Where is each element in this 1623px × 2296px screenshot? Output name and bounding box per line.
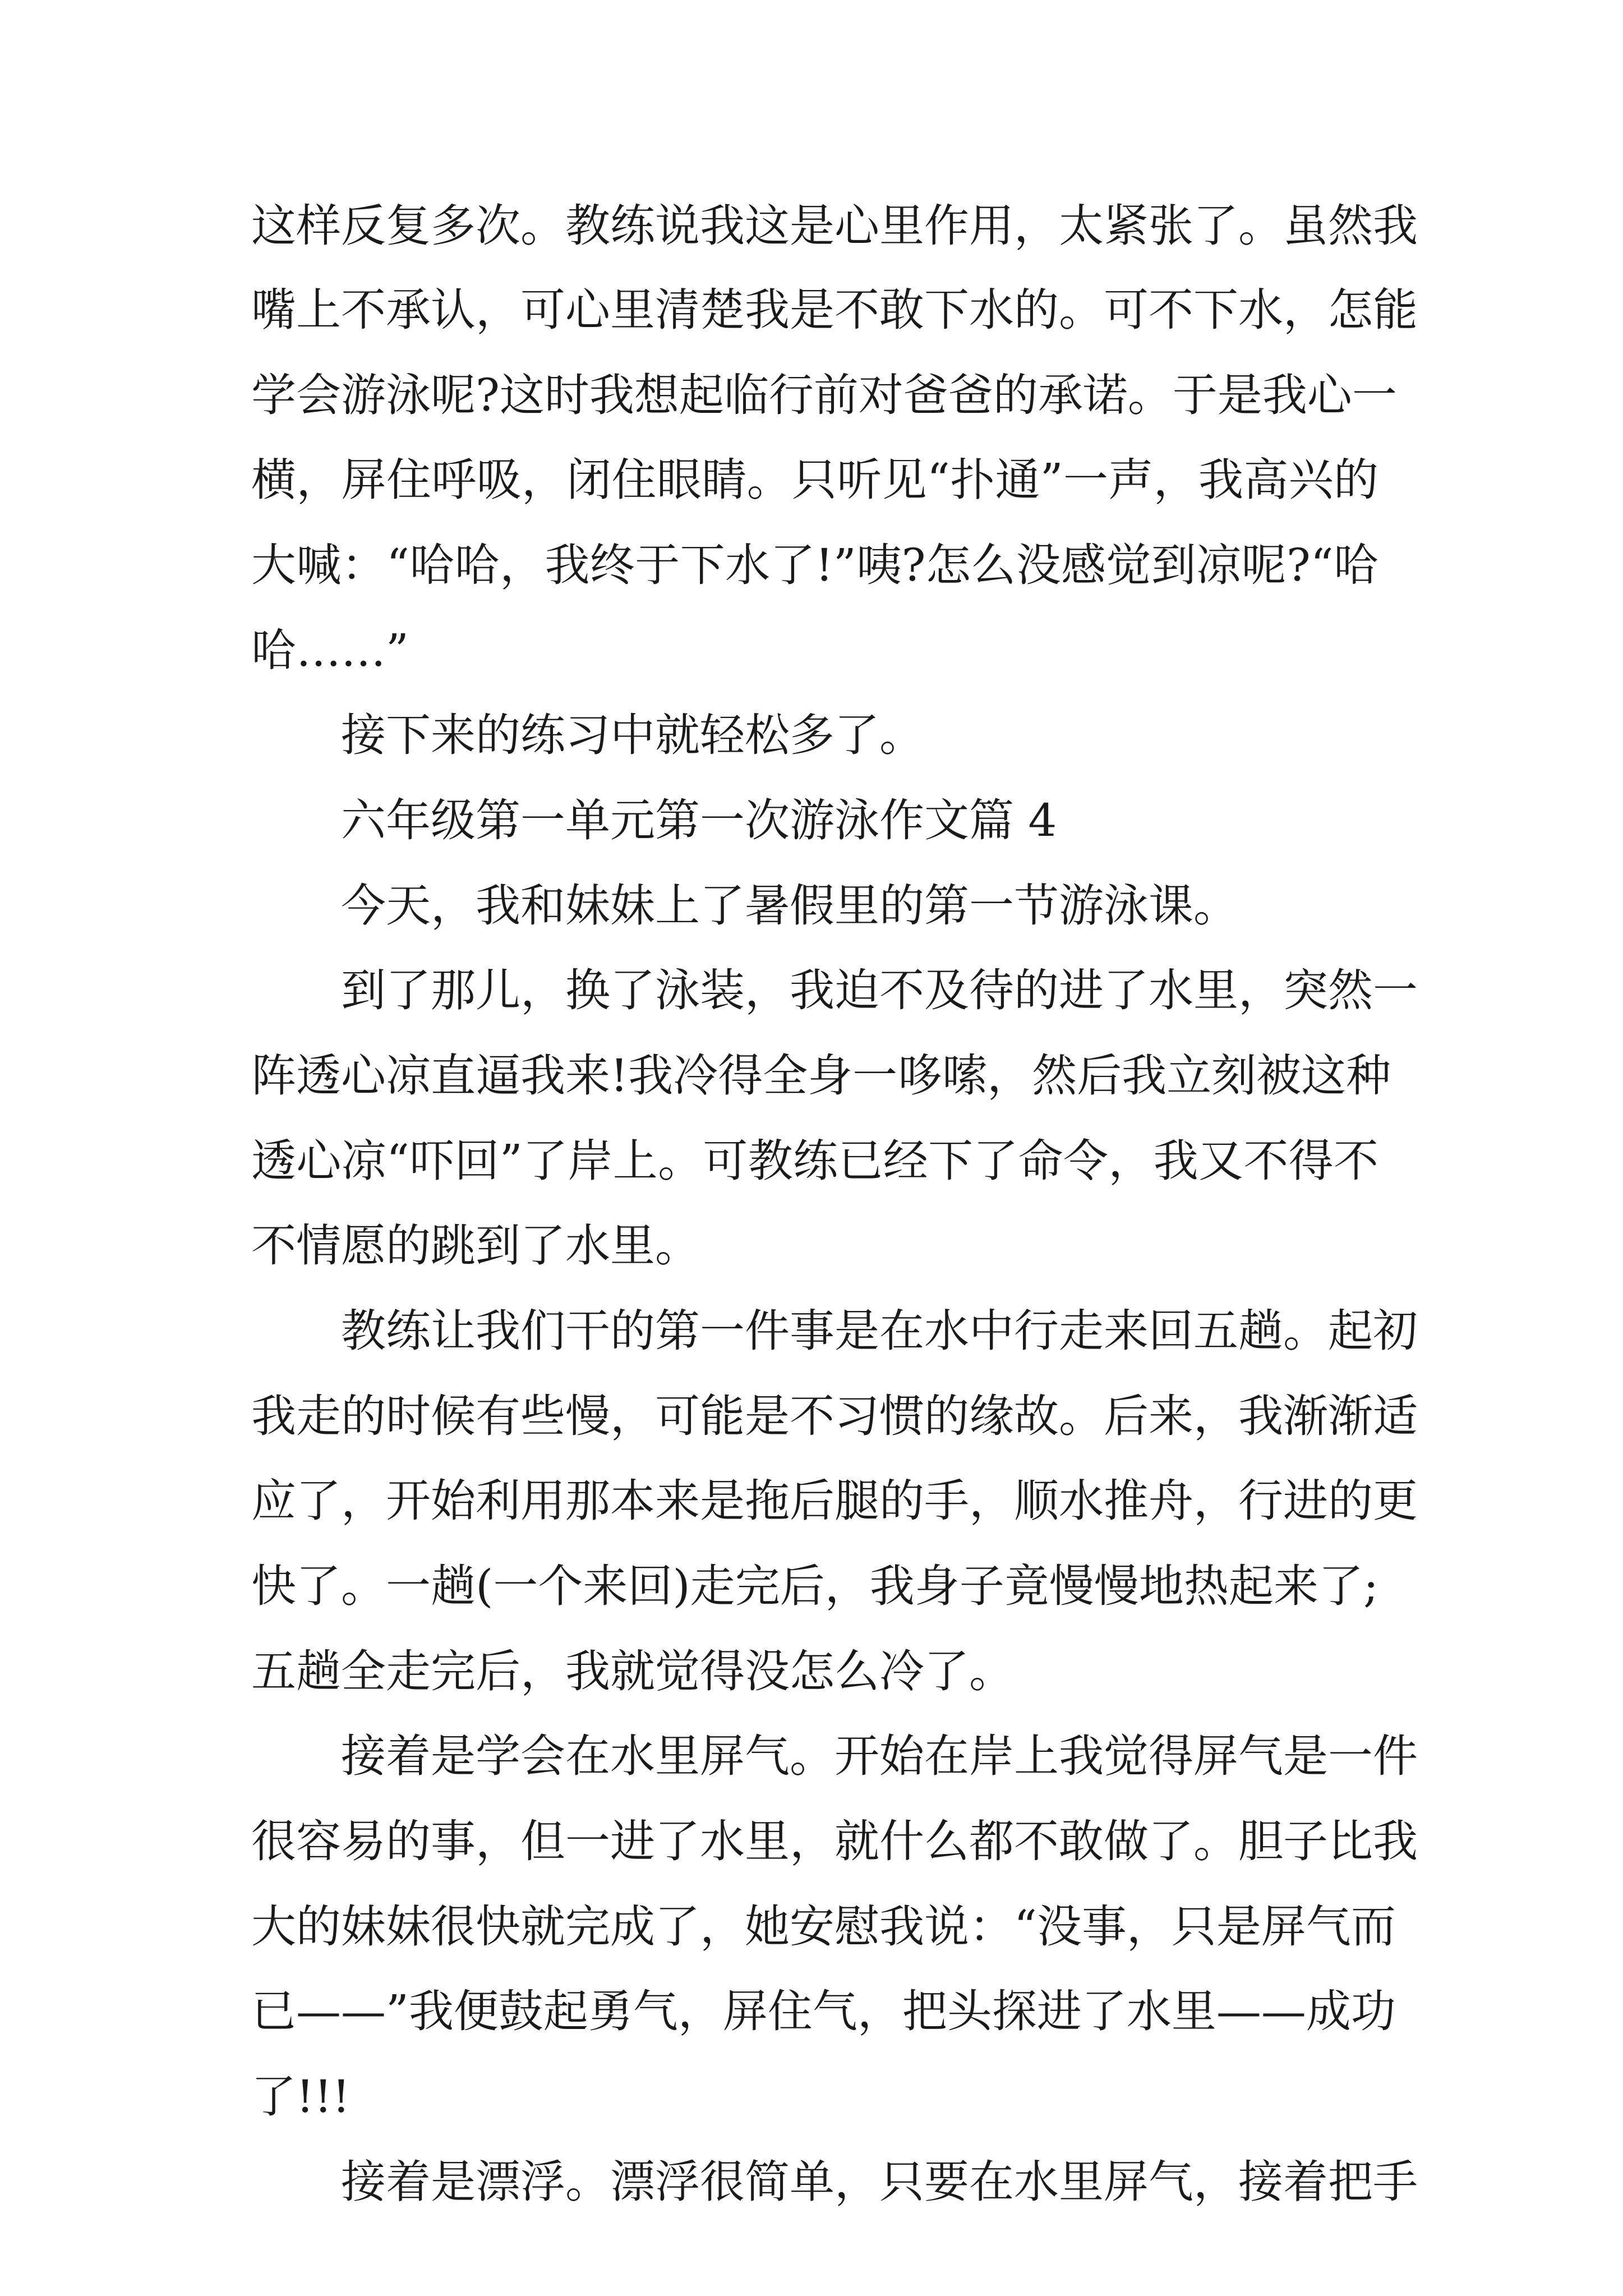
text-line: 透心凉“吓回”了岸上。可教练已经下了命令，我又不得不: [251, 1135, 1378, 1187]
section-heading: 六年级第一单元第一次游泳作文篇 4: [341, 794, 1057, 846]
paragraph-line: 接着是漂浮。漂浮很简单，只要在水里屏气，接着把手: [341, 2156, 1418, 2208]
paragraph-line: 教练让我们干的第一件事是在水中行走来回五趟。起初: [341, 1305, 1418, 1357]
text-line: 我走的时候有些慢，可能是不习惯的缘故。后来，我渐渐适: [251, 1390, 1418, 1442]
paragraph-line: 接着是学会在水里屏气。开始在岸上我觉得屏气是一件: [341, 1730, 1418, 1782]
text-line: 阵透心凉直逼我来!我冷得全身一哆嗦，然后我立刻被这种: [251, 1050, 1391, 1102]
text-line: 应了，开始利用那本来是拖后腿的手，顺水推舟，行进的更: [251, 1475, 1418, 1527]
text-line: 哈……”: [251, 624, 409, 677]
text-line: 大喊：“哈哈，我终于下水了!”咦?怎么没感觉到凉呢?“哈: [251, 539, 1378, 591]
text-line: 嘴上不承认，可心里清楚我是不敢下水的。可不下水，怎能: [251, 284, 1418, 336]
text-line: 了!!!: [251, 2070, 351, 2123]
text-line: 五趟全走完后，我就觉得没怎么冷了。: [251, 1645, 1014, 1697]
paragraph-line: 到了那儿，换了泳装，我迫不及待的进了水里，突然一: [341, 964, 1418, 1016]
text-line: 不情愿的跳到了水里。: [251, 1220, 700, 1272]
paragraph-line: 今天，我和妹妹上了暑假里的第一节游泳课。: [341, 880, 1238, 932]
text-line: 这样反复多次。教练说我这是心里作用，太紧张了。虽然我: [251, 200, 1418, 252]
text-line: 快了。一趟(一个来回)走完后，我身子竟慢慢地热起来了;: [251, 1560, 1378, 1612]
text-line: 已——”我便鼓起勇气，屏住气，把头探进了水里——成功: [251, 1985, 1396, 2037]
text-line: 横，屏住呼吸，闭住眼睛。只听见“扑通”一声，我高兴的: [251, 454, 1378, 506]
paragraph-line: 接下来的练习中就轻松多了。: [341, 709, 924, 761]
text-line: 大的妹妹很快就完成了，她安慰我说：“没事，只是屏气而: [251, 1901, 1396, 1953]
text-line: 学会游泳呢?这时我想起临行前对爸爸的承诺。于是我心一: [251, 369, 1397, 421]
text-line: 很容易的事，但一进了水里，就什么都不敢做了。胆子比我: [251, 1815, 1418, 1867]
